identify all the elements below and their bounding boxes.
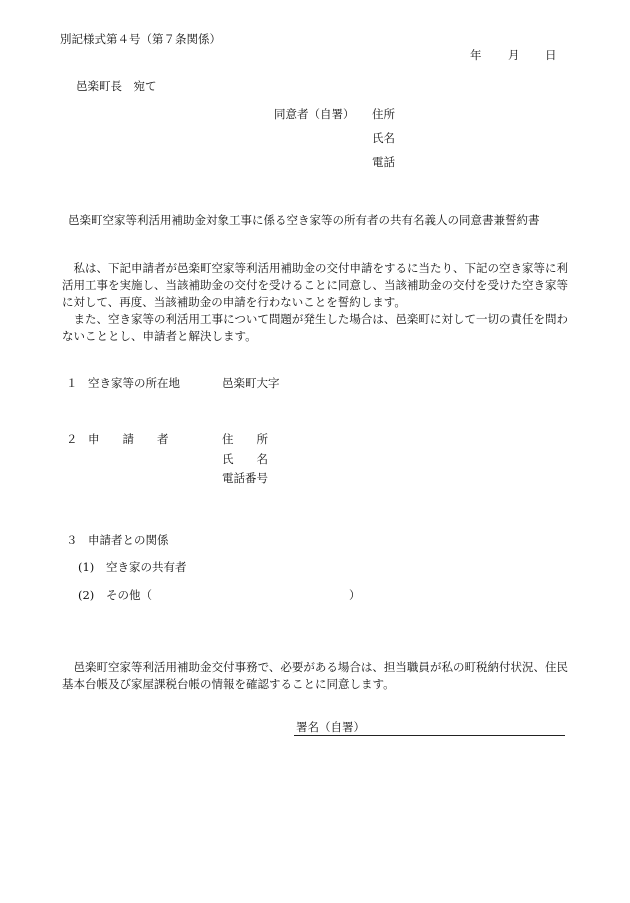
addressee: 邑楽町長 宛て xyxy=(76,79,157,93)
applicant-address-label: 住 所 xyxy=(222,432,268,446)
document-title: 邑楽町空家等利活用補助金対象工事に係る空き家等の所有者の共有名義人の同意書兼誓約書 xyxy=(68,213,540,227)
item1-number: １ xyxy=(66,376,78,390)
consenter-label: 同意者（自署） xyxy=(274,107,355,121)
relation-option-2-number: (2) xyxy=(78,588,95,602)
form-number: 別記様式第４号（第７条関係） xyxy=(60,32,221,46)
tax-consent xyxy=(62,659,568,693)
item2-number: ２ xyxy=(66,432,78,446)
consenter-phone-label: 電話 xyxy=(372,155,395,169)
pledge-body xyxy=(62,260,568,345)
date-day-label: 日 xyxy=(545,48,557,62)
consenter-name-label: 氏名 xyxy=(372,131,395,145)
date-month-label: 月 xyxy=(508,48,520,62)
relation-option-2-close: ） xyxy=(349,588,361,602)
signature-label: 署名（自署） xyxy=(296,720,365,734)
signature-line[interactable] xyxy=(294,734,565,736)
item3-label: 申請者との関係 xyxy=(88,533,169,547)
applicant-name-label: 氏 名 xyxy=(222,452,268,466)
item2-label: 申 請 者 xyxy=(88,432,169,446)
date-year-label: 年 xyxy=(470,48,482,62)
item1-value: 邑楽町大字 xyxy=(222,376,280,390)
pledge-paragraph-1: 私は、下記申請者が邑楽町空家等利活用補助金の交付申請をするに当たり、下記の空き家等に利活用工事を実施し、当該補助金の交付を受けることに同意し、当該補助金の交付を受けた空き家等に対して、再度、当該補助金の申請を行わないことを誓約します。 xyxy=(62,261,568,309)
relation-option-1-number: (1) xyxy=(78,560,95,574)
pledge-paragraph-2: また、空き家等の利活用工事について問題が発生した場合は、邑楽町に対して一切の責任を問わないこととし、申請者と解決します。 xyxy=(62,312,568,343)
tax-consent-text: 邑楽町空家等利活用補助金交付事務で、必要がある場合は、担当職員が私の町税納付状況、住民基本台帳及び家屋課税台帳の情報を確認することに同意します。 xyxy=(62,660,568,691)
relation-option-2-label: その他（ xyxy=(106,588,152,602)
relation-option-1-label: 空き家の共有者 xyxy=(106,560,187,574)
applicant-phone-label: 電話番号 xyxy=(222,471,268,485)
item1-label: 空き家等の所在地 xyxy=(88,376,180,390)
consenter-address-label: 住所 xyxy=(372,107,395,121)
item3-number: ３ xyxy=(66,533,78,547)
